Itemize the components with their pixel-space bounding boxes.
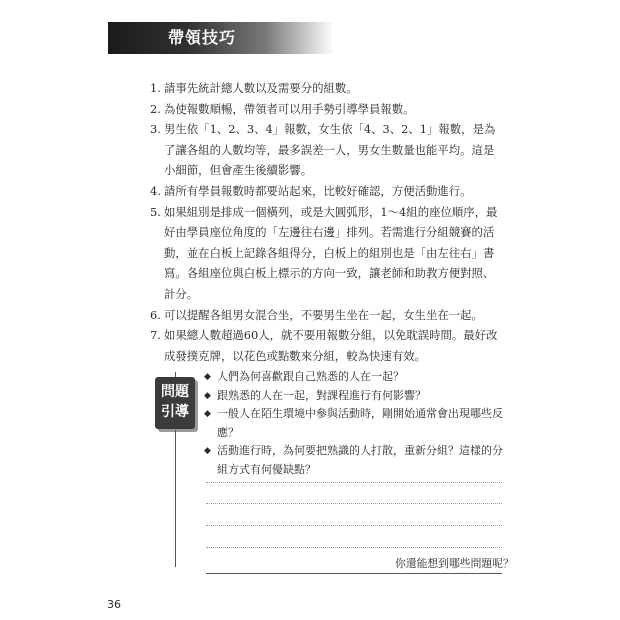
tip-number: 1. bbox=[150, 81, 161, 95]
tip-item bbox=[150, 305, 502, 326]
tip-number: 6. bbox=[150, 307, 161, 322]
tip-item bbox=[150, 202, 502, 305]
tip-text: 如果總人數超過60人，就不要用報數分組，以免耽誤時間。最好改成發撲克牌，以花色或點數來分組，較為快速有效。 bbox=[164, 328, 498, 363]
diamond-bullet-icon: ◆ bbox=[204, 409, 211, 420]
tip-item bbox=[150, 99, 502, 120]
question-text: 跟熟悉的人在一起，對課程進行有何影響？ bbox=[217, 388, 426, 402]
section-title: 帶領技巧 bbox=[168, 28, 237, 47]
badge-line-2: 引導 bbox=[161, 404, 189, 420]
tip-item bbox=[150, 119, 502, 181]
question-guide-badge bbox=[155, 377, 195, 429]
question-text: 一般人在陌生環境中參與活動時，剛開始通常會出現哪些反應？ bbox=[217, 407, 503, 439]
tip-text: 請所有學員報數時都要站起來，比較好確認，方便活動進行。 bbox=[164, 183, 472, 198]
diamond-bullet-icon: ◆ bbox=[204, 446, 211, 457]
tip-number: 4. bbox=[150, 183, 161, 198]
tip-text: 可以提醒各組男女混合坐，不要男生坐在一起，女生坐在一起。 bbox=[164, 307, 483, 322]
answer-line bbox=[206, 503, 502, 504]
tip-number: 7. bbox=[150, 328, 161, 343]
question-item bbox=[204, 442, 504, 479]
tip-item bbox=[150, 181, 502, 202]
tip-item bbox=[150, 78, 502, 99]
closing-underline bbox=[206, 573, 502, 574]
tip-number: 2. bbox=[150, 101, 161, 116]
tips-list bbox=[150, 78, 502, 366]
answer-line bbox=[206, 547, 502, 548]
diamond-bullet-icon: ◆ bbox=[204, 372, 211, 382]
question-item bbox=[204, 405, 504, 442]
question-item bbox=[204, 368, 504, 387]
tip-text: 請事先統計總人數以及需要分的組數。 bbox=[164, 81, 358, 95]
tip-item bbox=[150, 325, 502, 366]
tip-number: 5. bbox=[150, 204, 161, 219]
question-text: 人們為何喜歡跟自己熟悉的人在一起？ bbox=[217, 370, 404, 383]
closing-prompt: 你還能想到哪些問題呢？ bbox=[395, 557, 514, 570]
question-list bbox=[204, 368, 504, 480]
question-text: 活動進行時，為何要把熟識的人打散，重新分組？這樣的分組方式有何優缺點？ bbox=[217, 444, 503, 476]
tip-number: 3. bbox=[150, 122, 161, 137]
answer-line bbox=[206, 482, 502, 483]
question-connector-line bbox=[175, 430, 176, 567]
tip-text: 如果組別是排成一個橫列，或是大圓弧形，1～4組的座位順序，最好由學員座位角度的「左邊往右邊」排列。若需進行分組競賽的活動，並在白板上記錄各組得分，白板上的組別也是「由左往右」書寫。各組座位與白板上標示的方向一致，讓老師和助教方便對照、計分。 bbox=[164, 204, 498, 301]
badge-line-1: 問題 bbox=[161, 384, 189, 400]
question-item bbox=[204, 387, 504, 406]
tip-text: 為使報數順暢，帶領者可以用手勢引導學員報數。 bbox=[164, 101, 415, 116]
tip-text: 男生依「1、2、3、4」報數，女生依「4、3、2、1」報數，是為了讓各組的人數均等，最多誤差一人，男女生數量也能平均。這是小細節，但會產生後續影響。 bbox=[164, 122, 496, 178]
answer-line bbox=[206, 525, 502, 526]
page-number: 36 bbox=[107, 598, 121, 611]
diamond-bullet-icon: ◆ bbox=[204, 390, 211, 401]
